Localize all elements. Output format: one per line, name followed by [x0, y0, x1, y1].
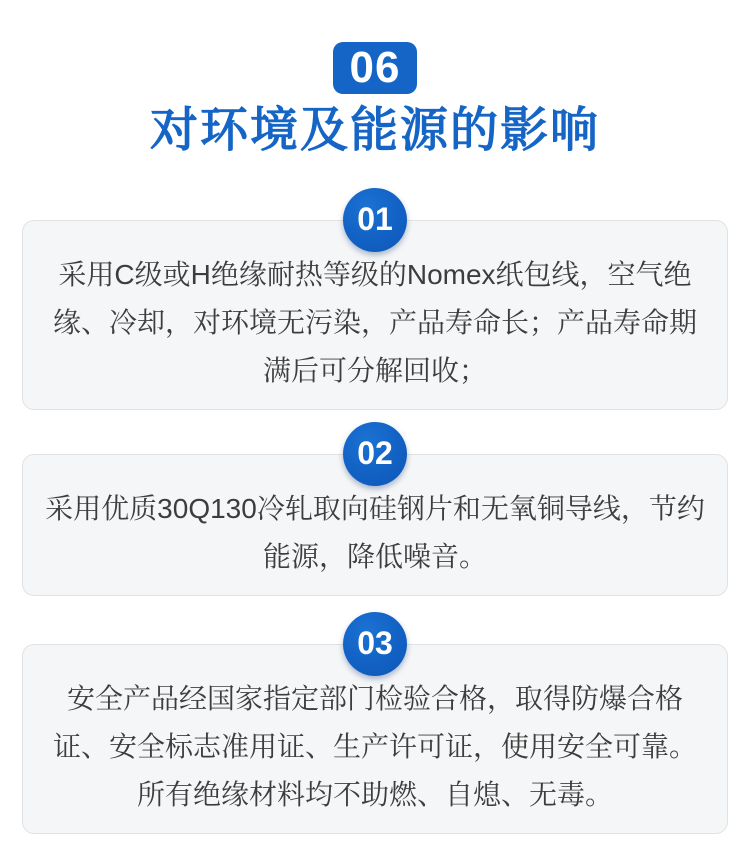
card-text-1: 采用C级或H绝缘耐热等级的Nomex纸包线，空气绝缘、冷却，对环境无污染，产品寿命长；产品寿命期满后可分解回收；	[52, 259, 697, 386]
step-badge-02: 02	[343, 422, 407, 486]
step-badge-03: 03	[343, 612, 407, 676]
page-title: 对环境及能源的影响	[149, 104, 600, 157]
card-text-2: 采用优质30Q130冷轧取向硅钢片和无氧铜导线，节约能源，降低噪音。	[45, 493, 705, 572]
card-text-3: 安全产品经国家指定部门检验合格，取得防爆合格证、安全标志准用证、生产许可证，使用安全可靠。所有绝缘材料均不助燃、自熄、无毒。	[52, 683, 697, 810]
info-section-3	[0, 612, 750, 834]
info-section-1	[0, 188, 750, 410]
step-badge-01: 01	[343, 188, 407, 252]
section-number-badge: 06	[333, 42, 417, 94]
info-section-2	[0, 422, 750, 596]
